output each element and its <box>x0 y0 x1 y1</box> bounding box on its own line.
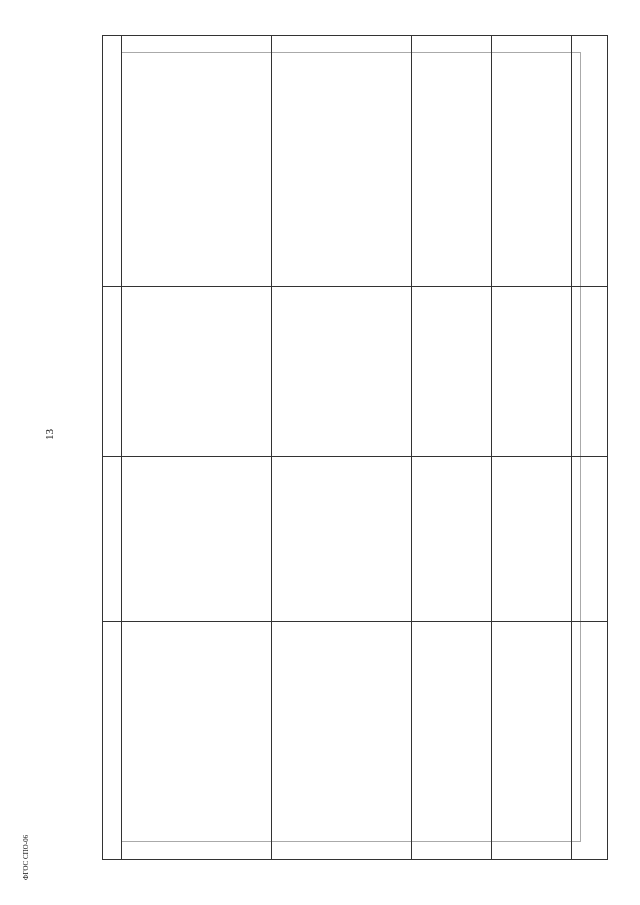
page-number: 13 <box>44 429 56 440</box>
footer-code: ФГОС СПО-06 <box>22 834 30 880</box>
column-divider-4 <box>491 36 492 859</box>
rotated-curriculum-table <box>102 35 608 860</box>
column-divider-2 <box>271 36 272 859</box>
row-divider-1 <box>103 286 607 287</box>
column-divider-1 <box>121 36 122 859</box>
row-divider-2 <box>103 456 607 457</box>
column-divider-3 <box>411 36 412 859</box>
column-divider-5 <box>571 36 572 859</box>
table-inner-frame <box>121 52 581 842</box>
row-divider-3 <box>103 621 607 622</box>
